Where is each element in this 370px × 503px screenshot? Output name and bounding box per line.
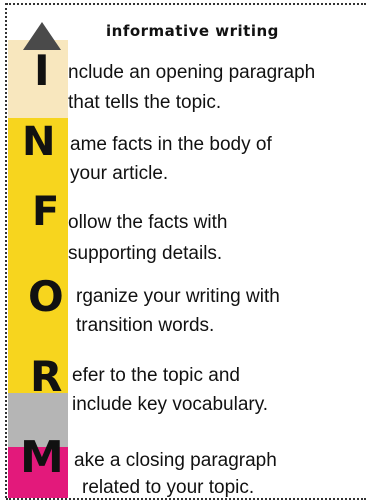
dotted-border-top	[6, 3, 366, 5]
row-i-line-2: that tells the topic.	[68, 92, 222, 113]
dotted-border-bottom	[6, 498, 366, 500]
row-f-line-1: ollow the facts with	[68, 212, 228, 233]
row-m-line-2: related to your topic.	[82, 477, 255, 498]
acrostic-letter-o: O	[28, 272, 64, 321]
row-f-line-2: supporting details.	[68, 243, 223, 264]
row-n-line-1: ame facts in the body of	[70, 134, 272, 155]
row-o-line-2: transition words.	[76, 315, 215, 336]
row-o-line-1: rganize your writing with	[76, 286, 280, 307]
row-r-line-1: efer to the topic and	[72, 365, 240, 386]
row-r-line-2: include key vocabulary.	[72, 394, 269, 415]
acrostic-letter-r: R	[30, 352, 63, 401]
poster-heading: informative writing	[106, 22, 279, 40]
dotted-border-left	[5, 3, 7, 498]
acrostic-letter-n: N	[22, 119, 56, 165]
acrostic-letter-i: I	[34, 46, 50, 95]
row-m-line-1: ake a closing paragraph	[74, 450, 277, 471]
acrostic-letter-f: F	[32, 189, 60, 235]
acrostic-letter-m: M	[20, 432, 64, 483]
row-n-line-2: your article.	[70, 163, 169, 184]
row-i-line-1: nclude an opening paragraph	[68, 62, 316, 83]
